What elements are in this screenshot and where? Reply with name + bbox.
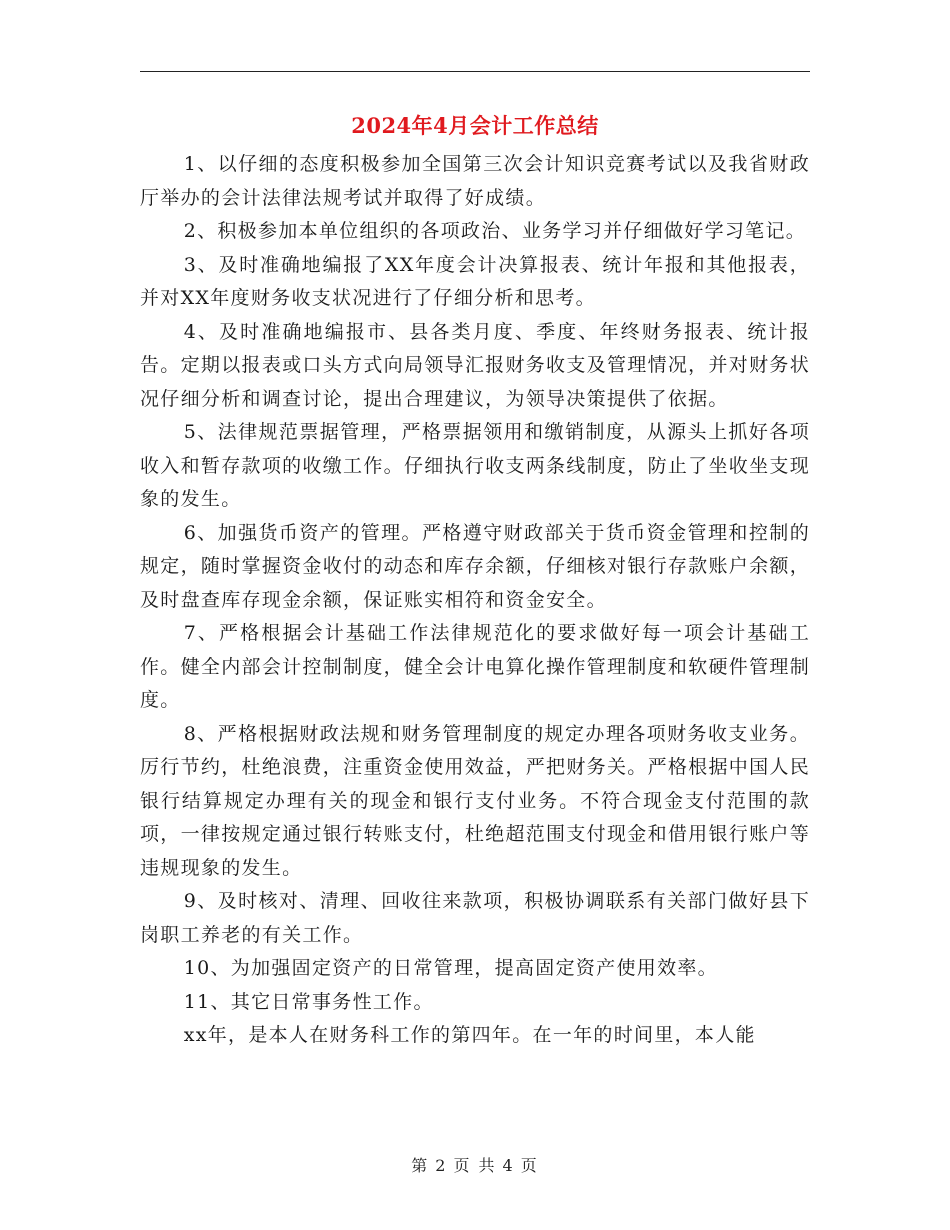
paragraph-7: 7、严格根据会计基础工作法律规范化的要求做好每一项会计基础工作。健全内部会计控制制度，健全会计电算化操作管理制度和软硬件管理制度。 <box>140 622 810 711</box>
paragraph-12: xx年，是本人在财务科工作的第四年。在一年的时间里，本人能 <box>183 1024 756 1046</box>
paragraph-1: 1、以仔细的态度积极参加全国第三次会计知识竞赛考试以及我省财政厅举办的会计法律法规考试并取得了好成绩。 <box>140 153 810 209</box>
paragraph-6: 6、加强货币资产的管理。严格遵守财政部关于货币资金管理和控制的规定，随时掌握资金收付的动态和库存余额，仔细核对银行存款账户余额，及时盘查库存现金余额，保证账实相符和资金安全。 <box>140 521 810 611</box>
footer-middle: 页 共 <box>453 1156 497 1175</box>
paragraph-4: 4、及时准确地编报市、县各类月度、季度、年终财务报表、统计报告。定期以报表或口头方式向局领导汇报财务收支及管理情况，并对财务状况仔细分析和调查讨论，提出合理建议，为领导决策提供了依据。 <box>140 320 810 410</box>
paragraph-9: 9、及时核对、清理、回收往来款项，积极协调联系有关部门做好县下岗职工养老的有关工作。 <box>140 890 810 946</box>
footer-prefix: 第 <box>411 1156 430 1175</box>
paragraph-3: 3、及时准确地编报了XX年度会计决算报表、统计年报和其他报表，并对XX年度财务收支状况进行了仔细分析和思考。 <box>140 253 810 309</box>
document-title: 2024年4月会计工作总结 <box>351 113 599 138</box>
paragraph-10: 10、为加强固定资产的日常管理，提高固定资产使用效率。 <box>183 957 718 979</box>
header-rule <box>140 71 810 72</box>
paragraph-2: 2、积极参加本单位组织的各项政治、业务学习并仔细做好学习笔记。 <box>183 220 807 242</box>
paragraph-5: 5、法律规范票据管理，严格票据领用和缴销制度，从源头上抓好各项收入和暂存款项的收缴工作。仔细执行收支两条线制度，防止了坐收坐支现象的发生。 <box>140 421 810 510</box>
page-footer <box>0 1153 950 1176</box>
footer-suffix: 页 <box>520 1156 539 1175</box>
paragraph-11: 11、其它日常事务性工作。 <box>183 990 434 1013</box>
paragraph-8: 8、严格根据财政法规和财务管理制度的规定办理各项财务收支业务。厉行节约，杜绝浪费，注重资金使用效益，严把财务关。严格根据中国人民银行结算规定办理有关的现金和银行支付业务。不符合现金支付范围的款项，一律按规定通过银行转账支付，杜绝超范围支付现金和借用银行账户等违规现象的发生。 <box>140 722 810 879</box>
document-body <box>140 148 810 1053</box>
footer-total-pages: 4 <box>502 1156 515 1175</box>
footer-page-number: 2 <box>435 1156 448 1175</box>
